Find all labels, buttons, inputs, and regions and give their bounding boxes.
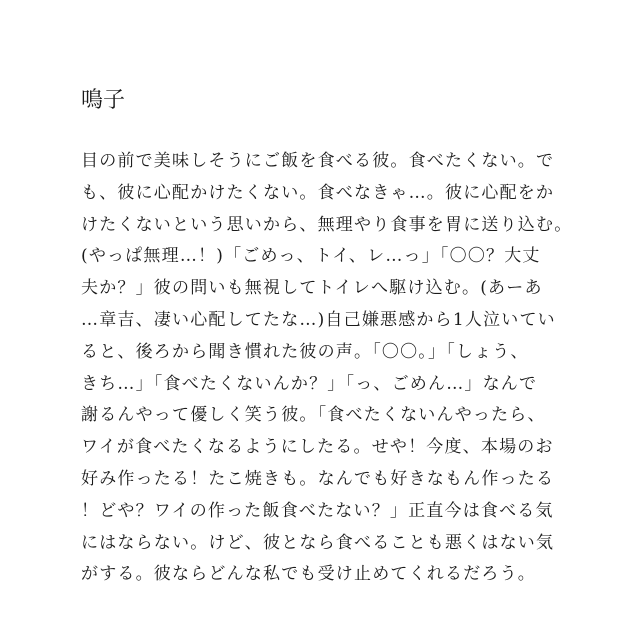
story-line: ！どや？ワイの作った飯食べたない？」正直今は食べる気 <box>81 500 554 521</box>
story-line: ると、後ろから聞き慣れた彼の声。「〇〇。」「しょう、 <box>81 341 529 362</box>
story-line: 目の前で美味しそうにご飯を食べる彼。食べたくない。で <box>81 151 555 171</box>
story-line: ワイが食べたくなるようにしたる。せや！今度、本場のお <box>81 437 554 458</box>
story-body <box>81 146 573 591</box>
document-title: 鳴子 <box>81 88 126 113</box>
story-line: も、彼に心配かけたくない。食べなきゃ…。彼に心配をか <box>81 182 555 203</box>
story-line: 謝るんやって優しく笑う彼。「食べたくないんやったら、 <box>81 405 546 426</box>
story-line: きち…」「食べたくないんか？」「っ、ごめん…」なんで <box>81 373 538 394</box>
story-line: (やっぱ無理…！)「ごめっ、トイ、レ…っ」「〇〇？大丈 <box>81 246 541 267</box>
story-line: けたくないという思いから、無理やり食事を胃に送り込む。 <box>81 214 573 235</box>
story-line: 好み作ったる！たこ焼きも。なんでも好きなもん作ったる <box>81 468 555 489</box>
story-line: …章吉、凄い心配してたな…)自己嫌悪感から1人泣いてい <box>81 309 556 330</box>
story-line: 夫か？」彼の問いも無視してトイレへ駆け込む。(あーあ <box>81 278 543 299</box>
story-line: にはならない。けど、彼となら食べることも悪くはない気 <box>81 532 555 553</box>
story-line: がする。彼ならどんな私でも受け止めてくれるだろう。 <box>81 564 536 585</box>
